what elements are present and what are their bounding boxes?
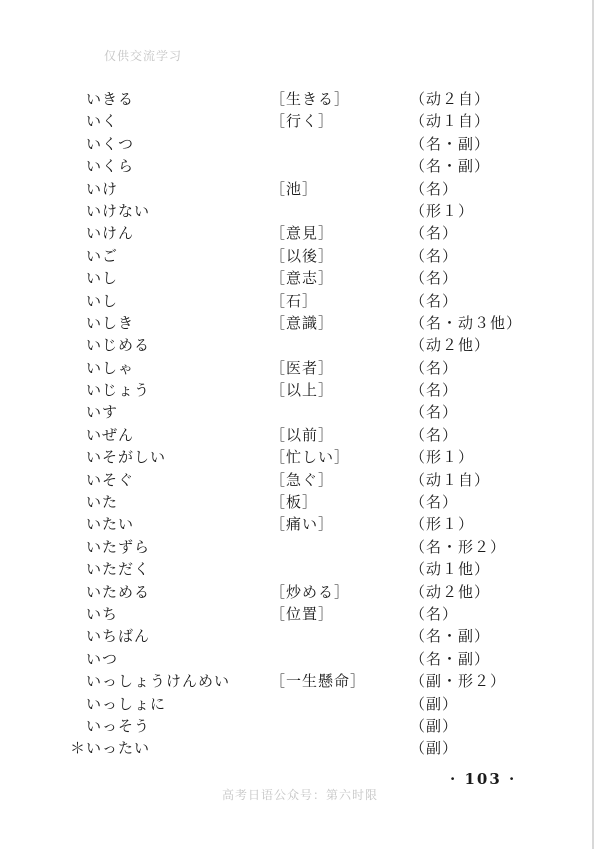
entry-kanji: ［意見］ [270,224,335,243]
entry-part-of-speech: （名） [410,381,459,400]
entry-kanji: ［忙しい］ [270,448,351,467]
entry-kana: いく [86,112,119,131]
entry-part-of-speech: （副・形２） [410,672,507,691]
entry-part-of-speech: （名） [410,358,459,377]
entry-kanji: ［板］ [270,493,319,512]
vocab-entry [0,379,600,401]
entry-part-of-speech: （副） [410,716,459,735]
vocab-entry [0,625,600,647]
entry-part-of-speech: （名・副） [410,627,491,646]
entry-kana: いそぐ [86,470,135,489]
vocab-entry [0,401,600,423]
entry-part-of-speech: （名） [410,246,459,265]
vocab-entry [0,603,600,625]
vocab-entry [0,222,600,244]
header-watermark: 仅供交流学习 [104,49,183,63]
vocab-entry [0,737,600,759]
entry-kanji: ［医者］ [270,358,335,377]
entry-kana: いつ [86,649,119,668]
vocab-entry [0,424,600,446]
vocab-entry [0,200,600,222]
entry-marker: ＊ [70,739,86,758]
entry-kanji: ［以後］ [270,246,335,265]
vocab-entry [0,715,600,737]
vocab-entry [0,312,600,334]
entry-part-of-speech: （名・形２） [410,537,507,556]
entry-kana: いっそう [86,716,151,735]
vocab-entry [0,670,600,692]
entry-kana: いきる [86,90,135,108]
entry-kanji: ［意識］ [270,313,335,332]
vocabulary-list [0,88,600,760]
entry-part-of-speech: （名・副） [410,649,491,668]
entry-kanji: ［石］ [270,291,319,310]
entry-kana: いぜん [86,425,135,444]
entry-kana: いす [86,403,119,422]
entry-part-of-speech: （名） [410,179,459,198]
vocab-entry [0,110,600,132]
entry-kanji: ［以前］ [270,425,335,444]
entry-part-of-speech: （名・副） [410,134,491,153]
entry-part-of-speech: （动１自） [410,112,491,131]
vocab-entry [0,178,600,200]
entry-part-of-speech: （名） [410,604,459,623]
entry-kana: いしき [86,313,135,332]
entry-kanji: ［行く］ [270,112,335,131]
entry-kana: いちばん [86,627,151,646]
vocab-entry [0,491,600,513]
entry-kana: いたずら [86,537,151,556]
entry-part-of-speech: （动２他） [410,582,491,601]
entry-part-of-speech: （形１） [410,515,475,534]
entry-kana: いじめる [86,336,151,355]
entry-kanji: ［生きる］ [270,90,351,108]
vocab-entry [0,155,600,177]
entry-kana: いけない [86,201,151,220]
vocab-entry [0,245,600,267]
entry-kana: いし [86,291,119,310]
vocab-entry [0,469,600,491]
entry-kanji: ［位置］ [270,604,335,623]
entry-kana: いったい [86,739,151,758]
vocab-entry [0,648,600,670]
entry-kana: いそがしい [86,448,167,467]
vocab-entry [0,334,600,356]
entry-kanji: ［意志］ [270,269,335,288]
entry-kana: いくつ [86,134,135,153]
entry-part-of-speech: （动１自） [410,470,491,489]
vocab-entry [0,267,600,289]
entry-part-of-speech: （名） [410,425,459,444]
entry-part-of-speech: （动２他） [410,336,491,355]
entry-part-of-speech: （名） [410,493,459,512]
entry-part-of-speech: （动１他） [410,560,491,579]
entry-part-of-speech: （名） [410,403,459,422]
vocab-entry [0,290,600,312]
entry-part-of-speech: （名） [410,291,459,310]
entry-kana: いためる [86,582,151,601]
page-number: · 103 · [450,770,517,788]
entry-kanji: ［以上］ [270,381,335,400]
footer-watermark: 高考日语公众号：第六时限 [221,788,378,802]
entry-kanji: ［急ぐ］ [270,470,335,489]
entry-kana: いち [86,604,119,623]
vocab-entry [0,536,600,558]
entry-kana: いただく [86,560,151,579]
entry-part-of-speech: （名・动３他） [410,313,523,332]
entry-kana: いけん [86,224,135,243]
entry-kana: いご [86,246,119,265]
entry-part-of-speech: （名・副） [410,157,491,176]
entry-kana: いし [86,269,119,288]
vocab-entry [0,558,600,580]
entry-part-of-speech: （形１） [410,448,475,467]
vocab-entry [0,446,600,468]
entry-kana: いた [86,493,119,512]
entry-part-of-speech: （名） [410,224,459,243]
entry-part-of-speech: （名） [410,269,459,288]
entry-kana: いじょう [86,381,151,400]
entry-kanji: ［一生懸命］ [270,672,367,691]
vocab-entry [0,693,600,715]
vocab-entry [0,88,600,110]
entry-kanji: ［痛い］ [270,515,335,534]
entry-kana: いくら [86,157,135,176]
entry-kana: いっしょうけんめい [86,672,231,691]
entry-kanji: ［池］ [270,179,319,198]
vocab-entry [0,581,600,603]
entry-kana: いけ [86,179,119,198]
entry-kana: いっしょに [86,694,167,713]
entry-kana: いしゃ [86,358,135,377]
entry-kana: いたい [86,515,135,534]
entry-part-of-speech: （形１） [410,201,475,220]
entry-kanji: ［炒める］ [270,582,351,601]
vocab-entry [0,357,600,379]
vocab-entry [0,133,600,155]
vocab-entry [0,513,600,535]
entry-part-of-speech: （副） [410,694,459,713]
entry-part-of-speech: （副） [410,739,459,758]
entry-part-of-speech: （动２自） [410,90,491,108]
